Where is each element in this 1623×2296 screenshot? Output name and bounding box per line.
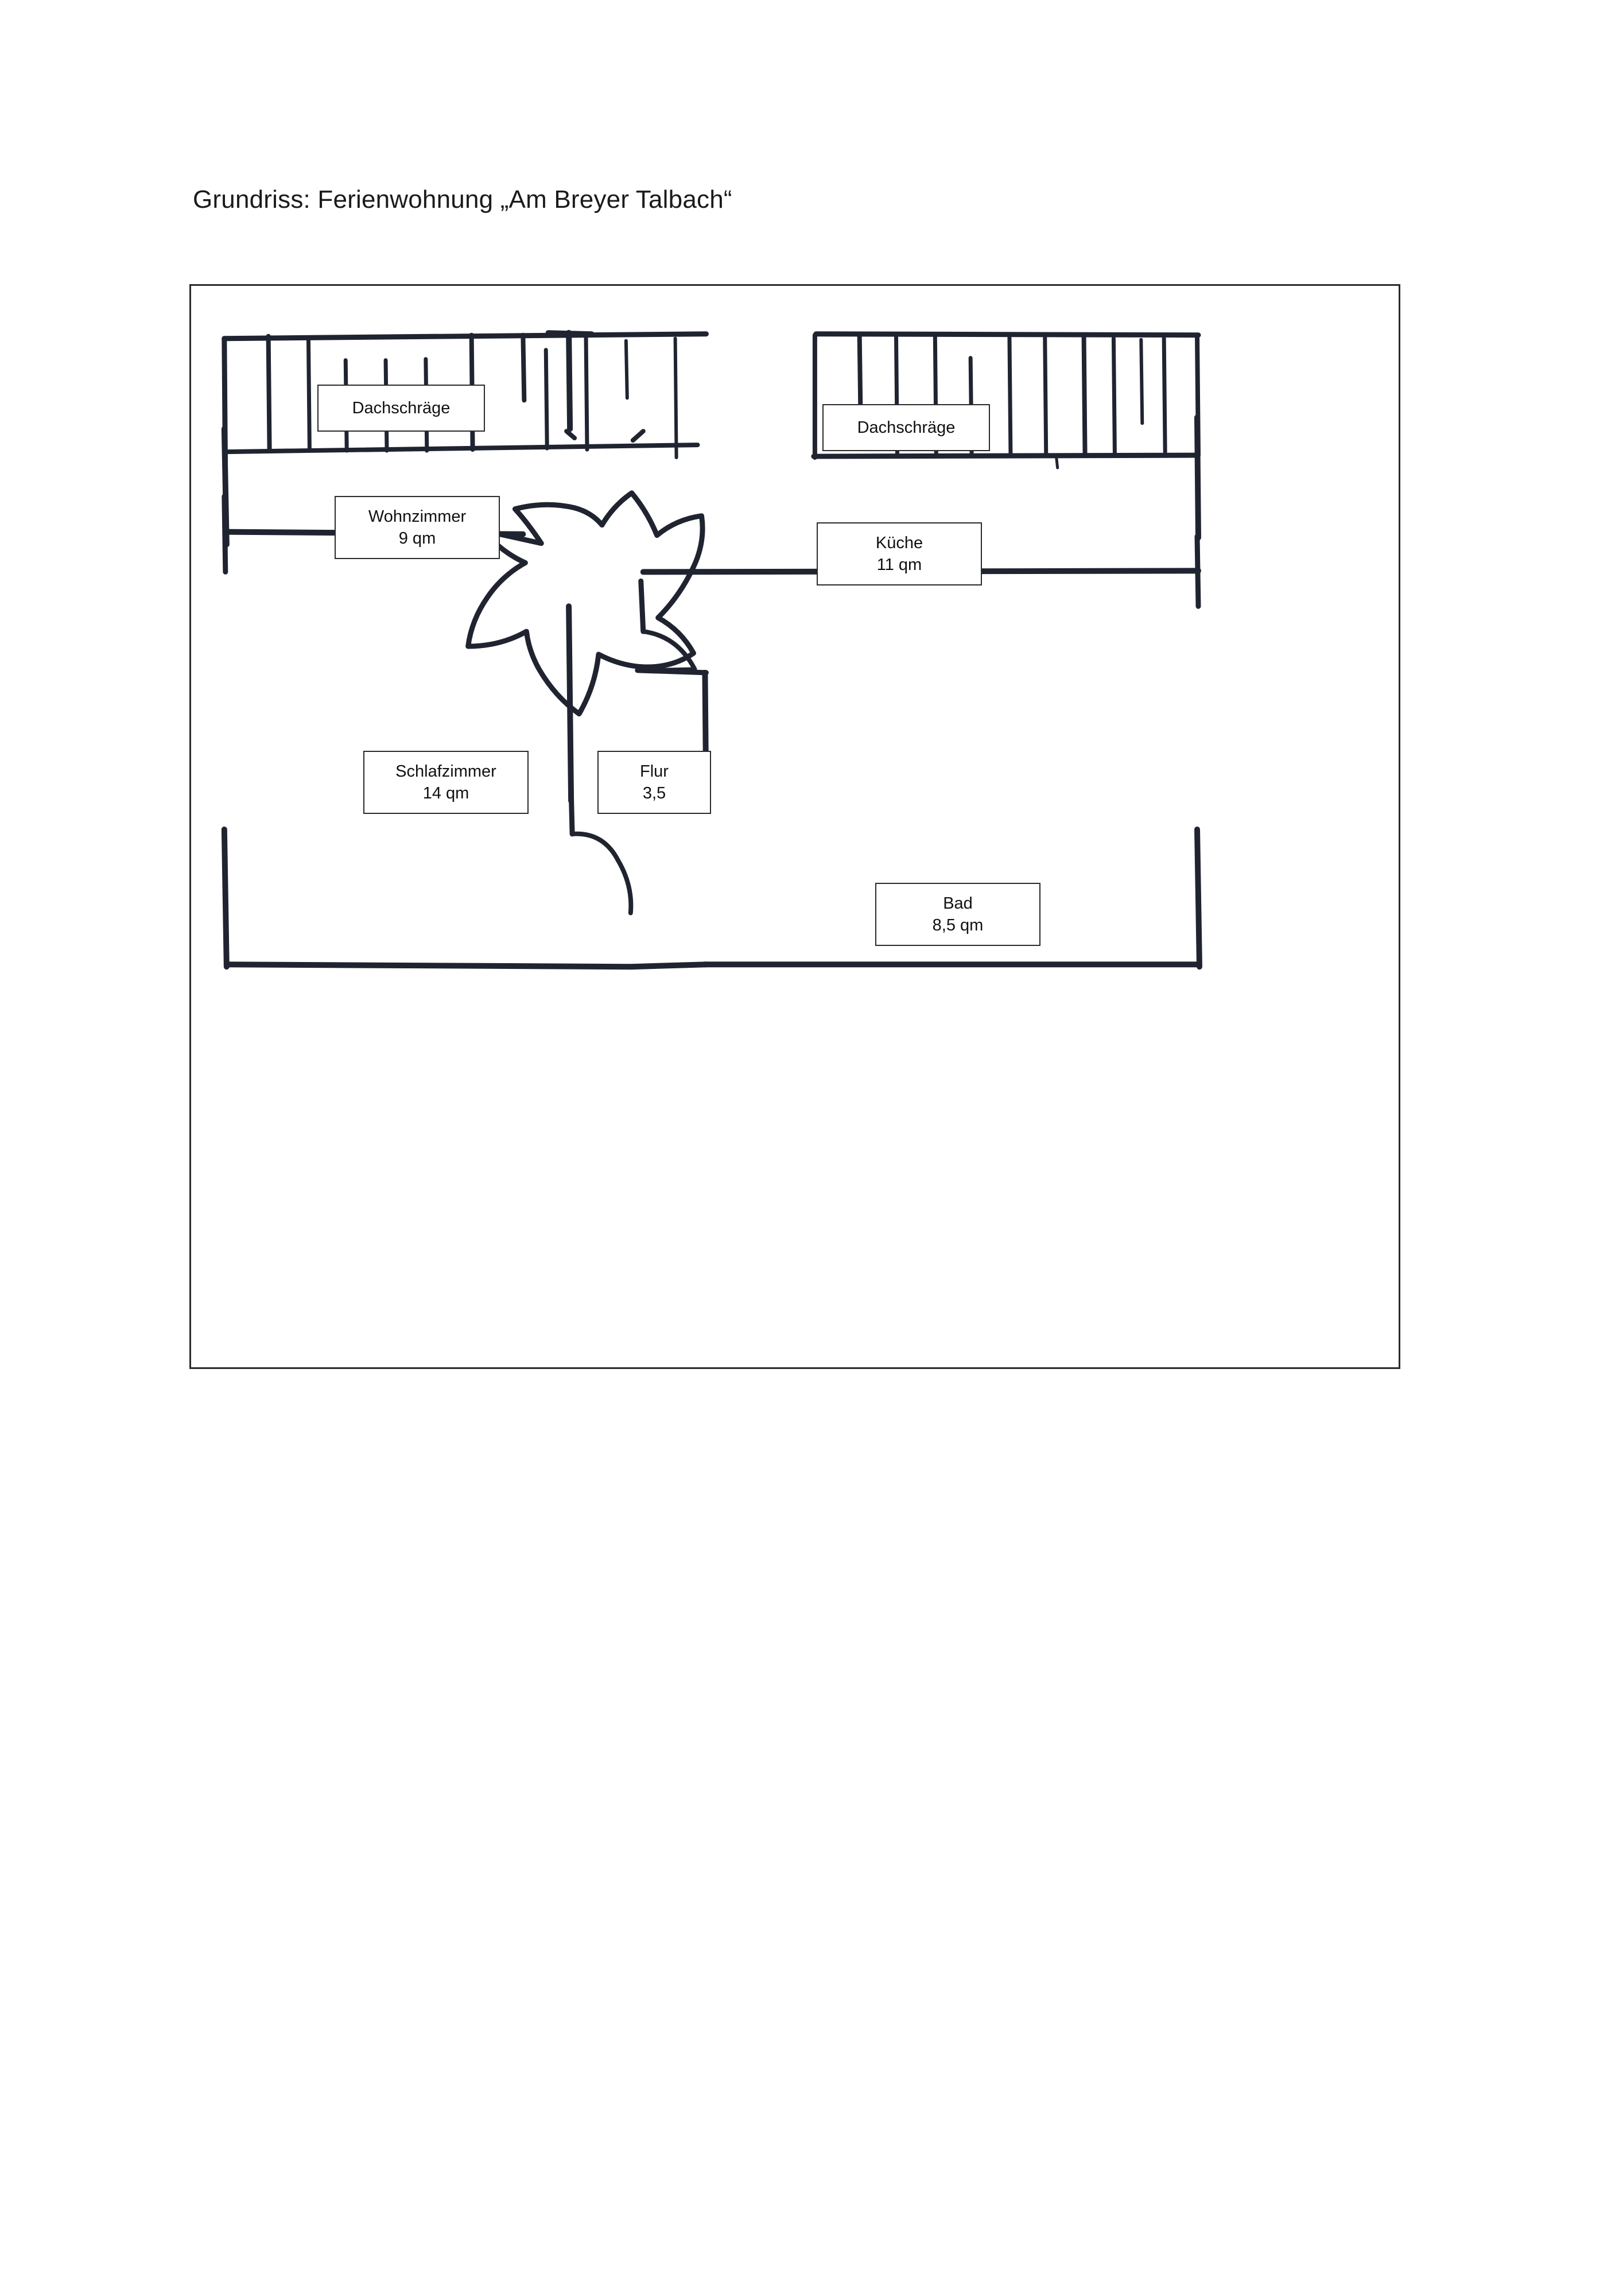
label-room-name: Dachschräge: [857, 418, 956, 437]
label-room-area: 8,5 qm: [932, 916, 984, 934]
label-flur: [597, 751, 711, 814]
label-bad: [875, 883, 1040, 946]
floorplan-frame: [189, 284, 1400, 1369]
label-room-area: 9 qm: [398, 529, 436, 548]
floorplan-drawing: [191, 286, 1399, 1367]
label-dachschraege-left: [317, 385, 485, 432]
label-schlafzimmer: [363, 751, 529, 814]
label-kueche: [817, 522, 982, 585]
label-room-name: Bad: [943, 894, 973, 913]
label-room-area: 3,5: [642, 784, 666, 802]
label-room-name: Küche: [875, 533, 923, 552]
label-room-name: Schlafzimmer: [395, 762, 496, 781]
label-wohnzimmer: [335, 496, 500, 559]
label-room-area: 14 qm: [422, 784, 469, 802]
label-room-area: 11 qm: [876, 556, 922, 574]
label-room-name: Dachschräge: [352, 398, 451, 417]
label-dachschraege-right: [822, 404, 990, 451]
label-room-name: Wohnzimmer: [368, 507, 467, 526]
page-title: Grundriss: Ferienwohnung „Am Breyer Talbach“: [193, 185, 732, 214]
label-room-name: Flur: [640, 762, 669, 781]
